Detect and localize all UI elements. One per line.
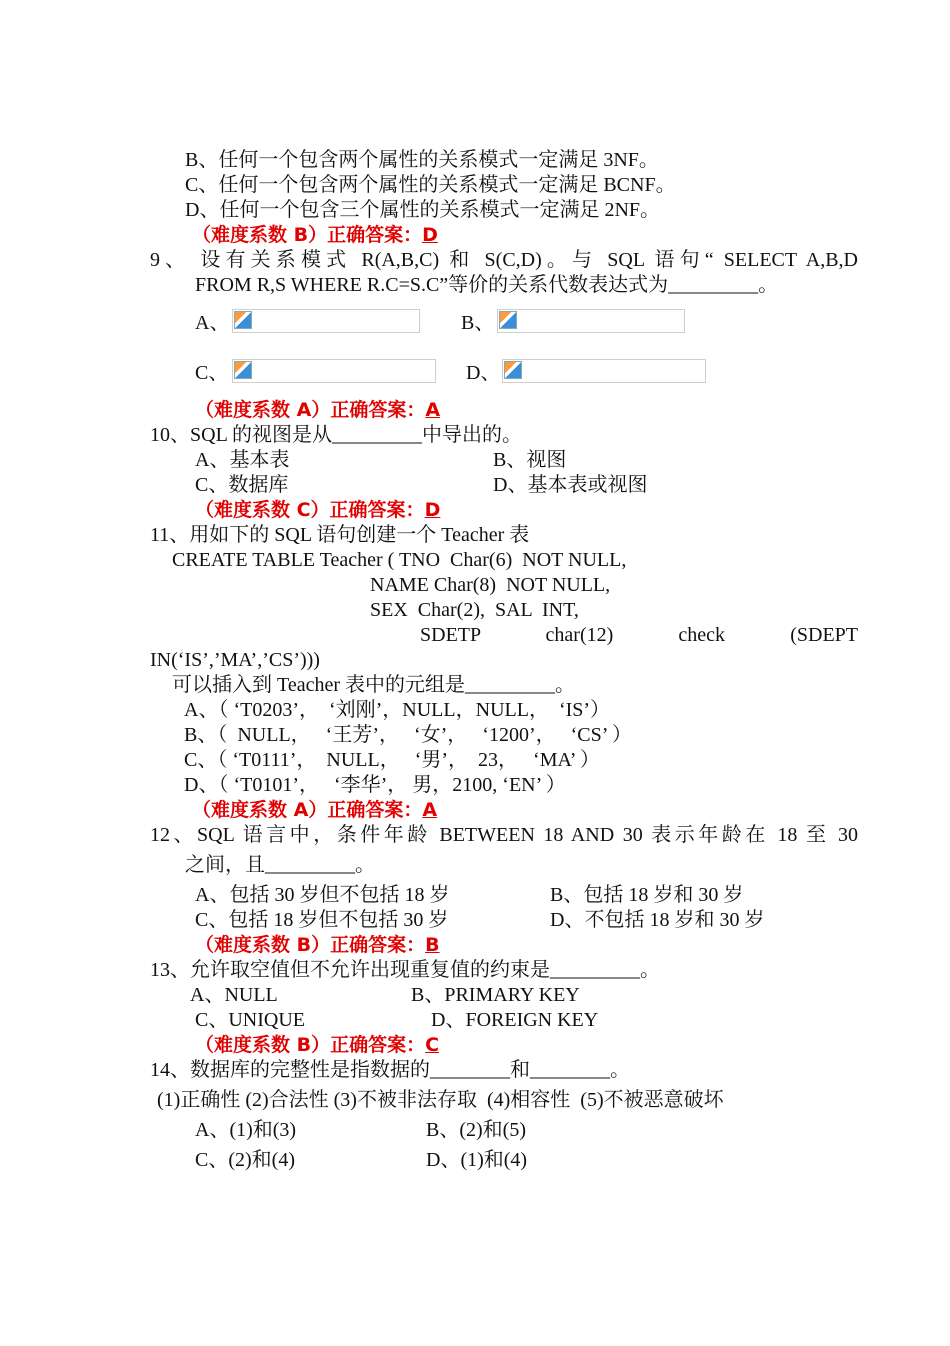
q14-option-d: D、(1)和(4)	[426, 1149, 528, 1171]
q10-answer-prefix: （难度系数 C）正确答案：	[195, 499, 425, 521]
q10-option-b: B、视图	[493, 449, 567, 471]
q11-prompt: 可以插入到 Teacher 表中的元组是_________。	[172, 674, 575, 696]
q13-answer	[195, 1033, 439, 1057]
q11-sql-line4: SDETP char(12) check (SDEPT	[420, 624, 858, 646]
q11-option-d: D、（ ‘T0101’， ‘李华’， 男，2100, ‘EN’ ）	[184, 774, 566, 796]
q13-question: 13、允许取空值但不允许出现重复值的约束是_________。	[150, 959, 660, 981]
q11-question: 11、用如下的 SQL 语句创建一个 Teacher 表	[150, 524, 530, 546]
q10-question: 10、SQL 的视图是从_________中导出的。	[150, 424, 523, 446]
broken-image-icon	[504, 361, 522, 379]
q9-option-b-image	[497, 309, 685, 333]
q11-sql-line3: SEX Char(2), SAL INT,	[370, 599, 579, 621]
q10-option-c: C、数据库	[195, 474, 289, 496]
q14-option-c: C、(2)和(4)	[195, 1149, 295, 1171]
q11-sql-line2: NAME Char(8) NOT NULL,	[370, 574, 611, 596]
q12-answer	[195, 933, 440, 957]
q14-choices: (1)正确性 (2)合法性 (3)不被非法存取 (4)相容性 (5)不被恶意破坏	[157, 1089, 724, 1111]
q9-answer-prefix: （难度系数 A）正确答案：	[195, 399, 426, 421]
q9-answer	[195, 398, 440, 422]
q11-answer-prefix: （难度系数 A）正确答案：	[192, 799, 423, 821]
q10-option-d: D、基本表或视图	[493, 474, 648, 496]
q13-option-c: C、UNIQUE	[195, 1009, 305, 1031]
q10-option-a: A、基本表	[195, 449, 290, 471]
q8-option-d: D、任何一个包含三个属性的关系模式一定满足 2NF。	[185, 199, 661, 221]
q8-option-b: B、任何一个包含两个属性的关系模式一定满足 3NF。	[185, 149, 659, 171]
q13-option-a: A、NULL	[190, 984, 278, 1006]
q9-option-d-image	[502, 359, 706, 383]
q10-answer-value: D	[424, 499, 441, 521]
q14-question: 14、数据库的完整性是指数据的________和________。	[150, 1059, 630, 1081]
q11-option-b: B、（ NULL， ‘王芳’， ‘女’， ‘1200’， ‘CS’ ）	[184, 724, 632, 746]
q13-answer-value: C	[425, 1034, 440, 1056]
q9-line1: 9、 设有关系模式 R(A,B,C) 和 S(C,D)。与 SQL 语句“ SELECT A,B,D	[150, 249, 858, 271]
q12-option-c: C、包括 18 岁但不包括 30 岁	[195, 909, 449, 931]
q12-option-b: B、包括 18 岁和 30 岁	[550, 884, 744, 906]
q12-line1: 12、SQL 语言中，条件年龄 BETWEEN 18 AND 30 表示年龄在 18 至 30	[150, 824, 858, 846]
broken-image-icon	[234, 311, 252, 329]
q8-answer-prefix: （难度系数 B）正确答案：	[192, 224, 423, 246]
q13-answer-prefix: （难度系数 B）正确答案：	[195, 1034, 426, 1056]
q12-answer-value: B	[425, 934, 440, 956]
q9-option-a-image	[232, 309, 420, 333]
broken-image-icon	[499, 311, 517, 329]
broken-image-icon	[234, 361, 252, 379]
q11-sql-line1: CREATE TABLE Teacher ( TNO Char(6) NOT NULL,	[172, 549, 627, 571]
q13-option-b: B、PRIMARY KEY	[411, 984, 580, 1006]
q11-answer	[192, 798, 437, 822]
q9-option-c-image	[232, 359, 436, 383]
q11-answer-value: A	[422, 799, 438, 821]
q9-line2: FROM R,S WHERE R.C=S.C”等价的关系代数表达式为_________。	[195, 274, 779, 296]
q9-option-a: A、	[195, 312, 230, 334]
q12-line2: 之间，且_________。	[185, 854, 375, 876]
q9-option-d: D、	[466, 362, 501, 384]
q14-option-a: A、(1)和(3)	[195, 1119, 297, 1141]
q8-answer-value: D	[422, 224, 438, 246]
q9-option-b: B、	[461, 312, 495, 334]
q10-answer	[195, 498, 440, 522]
q8-answer	[192, 223, 438, 247]
q8-option-c: C、任何一个包含两个属性的关系模式一定满足 BCNF。	[185, 174, 676, 196]
q12-option-a: A、包括 30 岁但不包括 18 岁	[195, 884, 450, 906]
q13-option-d: D、FOREIGN KEY	[431, 1009, 599, 1031]
q14-option-b: B、(2)和(5)	[426, 1119, 526, 1141]
q9-answer-value: A	[425, 399, 441, 421]
q11-sql-line5: IN(‘IS’,’MA’,’CS’)))	[150, 649, 320, 671]
q12-option-d: D、不包括 18 岁和 30 岁	[550, 909, 765, 931]
q9-option-c: C、	[195, 362, 229, 384]
q11-option-c: C、（ ‘T0111’， NULL， ‘男’， 23， ‘MA’ ）	[184, 749, 600, 771]
q11-option-a: A、（ ‘T0203’， ‘刘刚’，NULL，NULL， ‘IS’）	[184, 699, 611, 721]
q12-answer-prefix: （难度系数 B）正确答案：	[195, 934, 426, 956]
